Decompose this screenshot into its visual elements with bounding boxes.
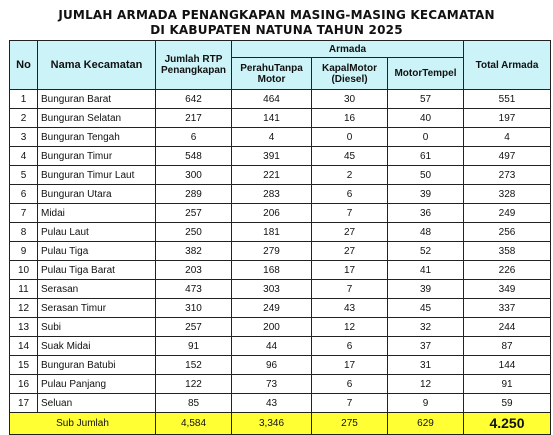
cell-no: 4 bbox=[10, 147, 38, 166]
cell-rtp: 382 bbox=[156, 242, 232, 261]
cell-perahu: 283 bbox=[232, 185, 312, 204]
cell-motor: 31 bbox=[388, 356, 464, 375]
header-total: Total Armada bbox=[464, 41, 551, 90]
cell-total: 273 bbox=[464, 166, 551, 185]
cell-no: 16 bbox=[10, 375, 38, 394]
cell-perahu: 4 bbox=[232, 128, 312, 147]
cell-rtp: 122 bbox=[156, 375, 232, 394]
cell-no: 3 bbox=[10, 128, 38, 147]
title-line-2: DI KABUPATEN NATUNA TAHUN 2025 bbox=[150, 23, 403, 37]
cell-kapal: 27 bbox=[312, 223, 388, 242]
cell-total: 4 bbox=[464, 128, 551, 147]
subtotal-rtp: 4,584 bbox=[156, 413, 232, 435]
cell-motor: 41 bbox=[388, 261, 464, 280]
cell-rtp: 473 bbox=[156, 280, 232, 299]
cell-rtp: 6 bbox=[156, 128, 232, 147]
cell-motor: 52 bbox=[388, 242, 464, 261]
cell-motor: 57 bbox=[388, 90, 464, 109]
cell-perahu: 43 bbox=[232, 394, 312, 413]
cell-kecamatan: Serasan Timur bbox=[38, 299, 156, 318]
cell-total: 551 bbox=[464, 90, 551, 109]
table-row bbox=[10, 147, 551, 166]
cell-kapal: 43 bbox=[312, 299, 388, 318]
table-row bbox=[10, 128, 551, 147]
table-row bbox=[10, 166, 551, 185]
cell-kapal: 6 bbox=[312, 185, 388, 204]
cell-rtp: 250 bbox=[156, 223, 232, 242]
subtotal-motor: 629 bbox=[388, 413, 464, 435]
cell-no: 13 bbox=[10, 318, 38, 337]
subtotal-perahu: 3,346 bbox=[232, 413, 312, 435]
cell-no: 7 bbox=[10, 204, 38, 223]
table-row bbox=[10, 204, 551, 223]
cell-motor: 37 bbox=[388, 337, 464, 356]
cell-no: 12 bbox=[10, 299, 38, 318]
cell-kapal: 7 bbox=[312, 204, 388, 223]
table-row bbox=[10, 375, 551, 394]
cell-kapal: 12 bbox=[312, 318, 388, 337]
cell-no: 11 bbox=[10, 280, 38, 299]
cell-perahu: 279 bbox=[232, 242, 312, 261]
cell-total: 337 bbox=[464, 299, 551, 318]
header-perahu-line2: Motor bbox=[257, 73, 286, 85]
cell-kecamatan: Bunguran Barat bbox=[38, 90, 156, 109]
table-row bbox=[10, 223, 551, 242]
table-row bbox=[10, 185, 551, 204]
cell-kapal: 7 bbox=[312, 280, 388, 299]
cell-kecamatan: Pulau Panjang bbox=[38, 375, 156, 394]
cell-kapal: 0 bbox=[312, 128, 388, 147]
cell-kapal: 16 bbox=[312, 109, 388, 128]
header-rtp-line2: Penangkapan bbox=[160, 65, 227, 76]
header-motor: MotorTempel bbox=[388, 58, 464, 90]
table-row bbox=[10, 299, 551, 318]
cell-motor: 39 bbox=[388, 280, 464, 299]
cell-kecamatan: Bunguran Timur bbox=[38, 147, 156, 166]
cell-motor: 36 bbox=[388, 204, 464, 223]
cell-total: 497 bbox=[464, 147, 551, 166]
cell-motor: 40 bbox=[388, 109, 464, 128]
cell-no: 8 bbox=[10, 223, 38, 242]
cell-perahu: 168 bbox=[232, 261, 312, 280]
table-row bbox=[10, 261, 551, 280]
cell-no: 2 bbox=[10, 109, 38, 128]
cell-motor: 48 bbox=[388, 223, 464, 242]
cell-perahu: 181 bbox=[232, 223, 312, 242]
armada-table bbox=[9, 40, 551, 435]
cell-rtp: 310 bbox=[156, 299, 232, 318]
cell-kecamatan: Bunguran Selatan bbox=[38, 109, 156, 128]
header-kapal-line2: (Diesel) bbox=[331, 73, 368, 85]
cell-total: 349 bbox=[464, 280, 551, 299]
table-row bbox=[10, 337, 551, 356]
cell-motor: 32 bbox=[388, 318, 464, 337]
table-row bbox=[10, 280, 551, 299]
cell-no: 17 bbox=[10, 394, 38, 413]
cell-total: 358 bbox=[464, 242, 551, 261]
cell-kecamatan: Suak Midai bbox=[38, 337, 156, 356]
cell-perahu: 73 bbox=[232, 375, 312, 394]
cell-perahu: 200 bbox=[232, 318, 312, 337]
cell-motor: 0 bbox=[388, 128, 464, 147]
cell-rtp: 91 bbox=[156, 337, 232, 356]
cell-rtp: 289 bbox=[156, 185, 232, 204]
header-armada: Armada bbox=[232, 41, 464, 58]
cell-motor: 12 bbox=[388, 375, 464, 394]
cell-kecamatan: Pulau Laut bbox=[38, 223, 156, 242]
cell-rtp: 203 bbox=[156, 261, 232, 280]
cell-motor: 9 bbox=[388, 394, 464, 413]
header-perahu bbox=[232, 58, 312, 90]
table-row bbox=[10, 90, 551, 109]
cell-total: 59 bbox=[464, 394, 551, 413]
cell-kecamatan: Pulau Tiga bbox=[38, 242, 156, 261]
subtotal-kapal: 275 bbox=[312, 413, 388, 435]
table-row bbox=[10, 356, 551, 375]
cell-perahu: 249 bbox=[232, 299, 312, 318]
cell-rtp: 217 bbox=[156, 109, 232, 128]
table-row bbox=[10, 109, 551, 128]
cell-perahu: 141 bbox=[232, 109, 312, 128]
cell-no: 15 bbox=[10, 356, 38, 375]
header-perahu-line1: PerahuTanpa bbox=[240, 62, 303, 74]
cell-rtp: 257 bbox=[156, 204, 232, 223]
header-no: No bbox=[10, 41, 38, 90]
cell-total: 87 bbox=[464, 337, 551, 356]
cell-perahu: 44 bbox=[232, 337, 312, 356]
cell-total: 256 bbox=[464, 223, 551, 242]
cell-rtp: 257 bbox=[156, 318, 232, 337]
table-row bbox=[10, 242, 551, 261]
header-kecamatan: Nama Kecamatan bbox=[38, 41, 156, 90]
cell-motor: 50 bbox=[388, 166, 464, 185]
table-row bbox=[10, 394, 551, 413]
cell-total: 91 bbox=[464, 375, 551, 394]
header-kapal bbox=[312, 58, 388, 90]
cell-kapal: 6 bbox=[312, 375, 388, 394]
cell-kecamatan: Subi bbox=[38, 318, 156, 337]
header-rtp-line1: Jumlah RTP bbox=[164, 54, 223, 65]
cell-kecamatan: Bunguran Tengah bbox=[38, 128, 156, 147]
subtotal-total: 4.250 bbox=[464, 413, 551, 435]
cell-rtp: 548 bbox=[156, 147, 232, 166]
table-row bbox=[10, 318, 551, 337]
cell-rtp: 300 bbox=[156, 166, 232, 185]
cell-kecamatan: Midai bbox=[38, 204, 156, 223]
cell-perahu: 221 bbox=[232, 166, 312, 185]
cell-kapal: 27 bbox=[312, 242, 388, 261]
cell-kecamatan: Serasan bbox=[38, 280, 156, 299]
cell-perahu: 96 bbox=[232, 356, 312, 375]
cell-rtp: 85 bbox=[156, 394, 232, 413]
cell-kecamatan: Bunguran Timur Laut bbox=[38, 166, 156, 185]
cell-total: 144 bbox=[464, 356, 551, 375]
cell-kecamatan: Bunguran Utara bbox=[38, 185, 156, 204]
cell-perahu: 391 bbox=[232, 147, 312, 166]
cell-total: 249 bbox=[464, 204, 551, 223]
cell-no: 9 bbox=[10, 242, 38, 261]
cell-kecamatan: Bunguran Batubi bbox=[38, 356, 156, 375]
cell-perahu: 206 bbox=[232, 204, 312, 223]
cell-no: 5 bbox=[10, 166, 38, 185]
header-kapal-line1: KapalMotor bbox=[322, 62, 377, 74]
cell-kapal: 7 bbox=[312, 394, 388, 413]
cell-motor: 45 bbox=[388, 299, 464, 318]
cell-no: 6 bbox=[10, 185, 38, 204]
cell-kapal: 6 bbox=[312, 337, 388, 356]
cell-kecamatan: Pulau Tiga Barat bbox=[38, 261, 156, 280]
cell-kapal: 17 bbox=[312, 261, 388, 280]
cell-no: 1 bbox=[10, 90, 38, 109]
cell-kapal: 2 bbox=[312, 166, 388, 185]
cell-motor: 39 bbox=[388, 185, 464, 204]
subtotal-label: Sub Jumlah bbox=[10, 413, 156, 435]
cell-rtp: 152 bbox=[156, 356, 232, 375]
title-line-1: JUMLAH ARMADA PENANGKAPAN MASING-MASING KECAMATAN bbox=[58, 8, 495, 22]
cell-kapal: 45 bbox=[312, 147, 388, 166]
subtotal-row bbox=[10, 413, 551, 435]
cell-no: 10 bbox=[10, 261, 38, 280]
cell-kapal: 17 bbox=[312, 356, 388, 375]
cell-total: 197 bbox=[464, 109, 551, 128]
table-body bbox=[10, 90, 551, 413]
cell-motor: 61 bbox=[388, 147, 464, 166]
cell-perahu: 464 bbox=[232, 90, 312, 109]
cell-kecamatan: Seluan bbox=[38, 394, 156, 413]
cell-total: 328 bbox=[464, 185, 551, 204]
cell-total: 244 bbox=[464, 318, 551, 337]
cell-no: 14 bbox=[10, 337, 38, 356]
cell-kapal: 30 bbox=[312, 90, 388, 109]
cell-perahu: 303 bbox=[232, 280, 312, 299]
header-rtp bbox=[156, 41, 232, 90]
cell-total: 226 bbox=[464, 261, 551, 280]
cell-rtp: 642 bbox=[156, 90, 232, 109]
